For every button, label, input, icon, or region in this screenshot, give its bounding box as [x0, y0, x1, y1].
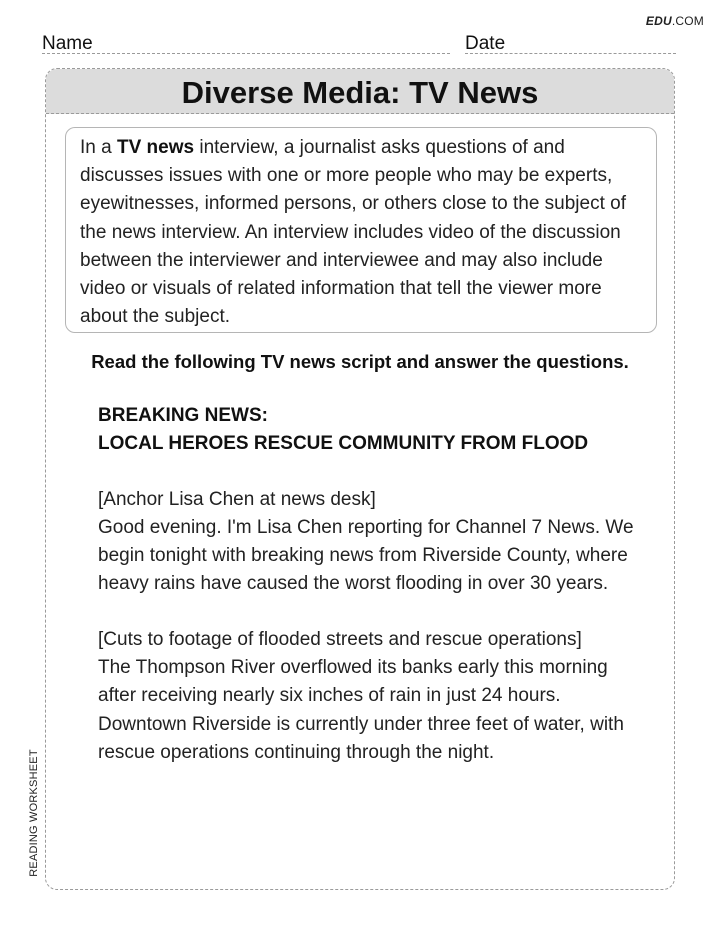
brand-logo	[646, 14, 704, 28]
brand-main: EDU	[645, 14, 672, 28]
script-paragraph-2: The Thompson River overflowed its banks early this morning after receiving nearly six inches of rain in just 24 hours. Downtown Riverside is currently under three feet of water, with rescue operations continuing through the night.	[98, 657, 624, 763]
definition-text: interview, a journalist asks questions of and discusses issues with one or more people who may be experts, eyewitnesses, informed persons, or others close to the subject of the news interview. An interview includes video of the discussion between the interviewer and interviewee and may also include video or visuals of related information that tell the viewer more about the subject.	[80, 137, 626, 328]
side-label: READING WORKSHEET	[28, 749, 40, 877]
script-cue-1: [Anchor Lisa Chen at news desk]	[98, 488, 376, 510]
script-headline-2: LOCAL HEROES RESCUE COMMUNITY FROM FLOOD	[98, 433, 589, 455]
worksheet-title: Diverse Media: TV News	[46, 69, 674, 114]
definition-box	[65, 127, 657, 333]
worksheet-card	[45, 68, 675, 890]
header-fields	[42, 33, 676, 55]
date-label: Date	[465, 33, 506, 54]
name-line	[42, 53, 450, 54]
definition-term: TV news	[116, 137, 195, 158]
spacer	[98, 599, 638, 626]
name-field[interactable]	[42, 33, 450, 55]
news-script	[98, 402, 638, 767]
date-field[interactable]	[465, 33, 676, 55]
spacer	[98, 459, 638, 486]
brand-suffix: .COM	[671, 14, 704, 28]
definition-prefix: In a	[80, 137, 117, 158]
instruction-text: Read the following TV news script and answer the questions.	[91, 351, 629, 372]
name-label: Name	[42, 33, 93, 54]
script-cue-2: [Cuts to footage of flooded streets and rescue operations]	[98, 628, 582, 650]
script-headline-1: BREAKING NEWS:	[98, 405, 268, 426]
script-paragraph-1: Good evening. I'm Lisa Chen reporting for Channel 7 News. We begin tonight with breaking news from Riverside County, where heavy rains have caused the worst flooding in over 30 years.	[98, 516, 634, 595]
